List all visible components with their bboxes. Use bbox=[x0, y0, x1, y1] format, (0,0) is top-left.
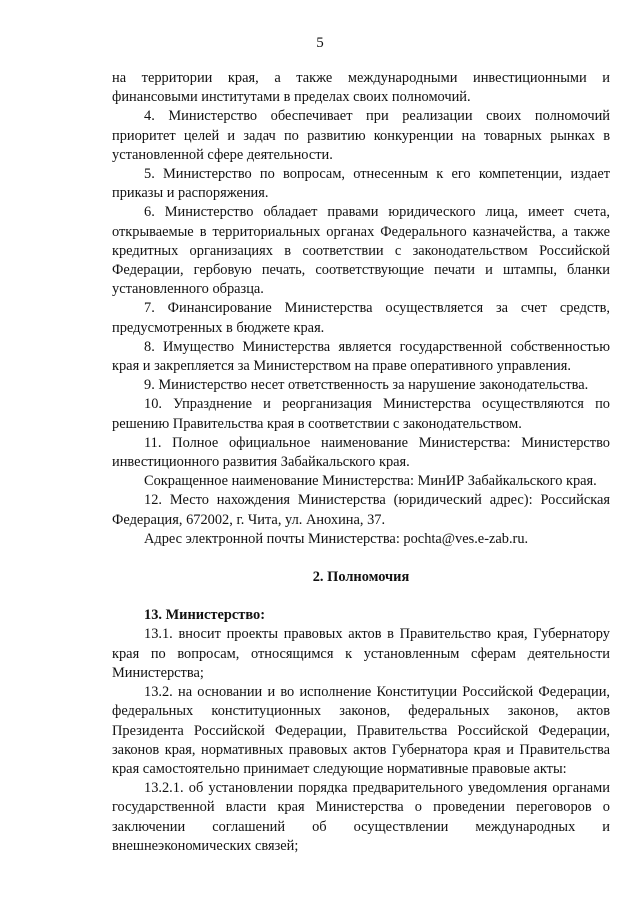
paragraph-7: 7. Финансирование Министерства осуществляется за счет средств, предусмотренных в бюджете края. bbox=[112, 300, 610, 336]
paragraph-12: 12. Место нахождения Министерства (юридический адрес): Российская Федерация, 672002, г. Чита, ул. Анохина, 37. bbox=[112, 492, 610, 528]
paragraph-13-2-1: 13.2.1. об установлении порядка предварительного уведомления органами государственной власти края Министерства о проведении переговоров о заключении соглашений об осуществлении международных и внешнеэкономических связей; bbox=[112, 780, 610, 854]
paragraph-9: 9. Министерство несет ответственность за нарушение законодательства. bbox=[144, 377, 589, 394]
paragraph-4: 4. Министерство обеспечивает при реализации своих полномочий приоритет целей и задач по развитию конкуренции на товарных рынках в установленной сфере деятельности. bbox=[112, 108, 610, 163]
paragraph-13-1: 13.1. вносит проекты правовых актов в Правительство края, Губернатору края по вопросам, относящимся к установленным сферам деятельности Министерства; bbox=[112, 626, 610, 681]
paragraph-11: 11. Полное официальное наименование Министерства: Министерство инвестиционного развития Забайкальского края. bbox=[112, 434, 610, 471]
paragraph-continuation: на территории края, а также международными инвестиционными и финансовыми институтами в пределах своих полномочий. bbox=[112, 70, 610, 106]
paragraph-email: Адрес электронной почты Министерства: pochta@ves.e-zab.ru. bbox=[144, 530, 529, 547]
paragraph-8: 8. Имущество Министерства является государственной собственностью края и закрепляется за Министерством на праве оперативного управления. bbox=[112, 338, 610, 375]
paragraph-5: 5. Министерство по вопросам, отнесенным к его компетенции, издает приказы и распоряжения. bbox=[112, 166, 610, 202]
spacer bbox=[112, 549, 610, 568]
page-number: 5 bbox=[316, 35, 324, 51]
paragraph-13-2: 13.2. на основании и во исполнение Конституции Российской Федерации, федеральных конституционных законов, федеральных законов, актов Президента Российской Федерации, Правительства Российской Федерации, законов края, нормативных правовых актов Губернатора края и Правительства края самостоятельно принимает следующие нормативные правовые акты: bbox=[112, 684, 610, 777]
paragraph-short-name: Сокращенное наименование Министерства: МинИР Забайкальского края. bbox=[144, 473, 597, 490]
paragraph-10: 10. Упразднение и реорганизация Министерства осуществляются по решению Правительства края в соответствии с законодательством. bbox=[112, 396, 610, 432]
paragraph-6: 6. Министерство обладает правами юридического лица, имеет счета, открываемые в территориальных органах Федерального казначейства, а также кредитных организациях в соответствии с законодательством Российской Федерации, гербовую печать, соответствующие печати и штампы, бланки установленного образца. bbox=[112, 204, 610, 298]
spacer bbox=[112, 587, 610, 606]
subsection-heading: 13. Министерство: bbox=[144, 607, 266, 624]
section-heading: 2. Полномочия bbox=[312, 569, 410, 586]
document-body bbox=[112, 69, 610, 856]
